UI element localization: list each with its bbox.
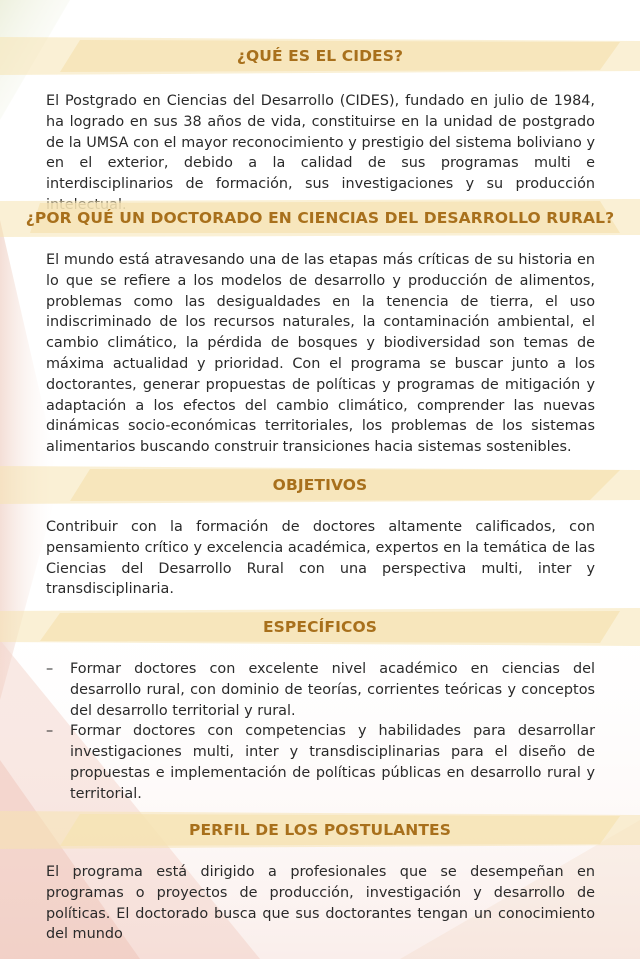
- section-title: ¿QUÉ ES EL CIDES?: [236, 47, 404, 65]
- section-banner-por-que-doctorado: [0, 199, 640, 237]
- section-title: ¿POR QUÉ UN DOCTORADO EN CIENCIAS DEL DESARROLLO RURAL?: [25, 209, 615, 227]
- especificos-list: [46, 659, 595, 805]
- section-banner-perfil-postulantes: [0, 811, 640, 849]
- section-banner-especificos: [0, 608, 640, 646]
- section-paragraph: El programa está dirigido a profesionales que se desempeñan en programas o proyectos de producción, investigación y desarrollo de políticas. El doctorado busca que sus doctorantes tengan un conocimiento del mundo: [46, 864, 595, 943]
- list-item: [46, 659, 595, 721]
- section-paragraph: El mundo está atravesando una de las etapas más críticas de su historia en lo que se refiere a los modelos de desarrollo y producción de alimentos, problemas como las desigualdades en la tenencia de tierra, el uso indiscriminado de los recursos naturales, la contaminación ambiental, el cambio climático, la pérdida de bosques y biodiversidad son temas de máxima actualidad y prioridad. Con el programa se buscar junto a los doctorantes, generar propuestas de políticas y programas de mitigación y adaptación a los efectos del cambio climático, comprender las nuevas dinámicas socio-económicas territoriales, los problemas de los sistemas alimentarios buscando construir transiciones hacia sistemas sostenibles.: [46, 252, 595, 456]
- section-paragraph: El Postgrado en Ciencias del Desarrollo (CIDES), fundado en julio de 1984, ha logrado en sus 38 años de vida, constituirse en la unidad de postgrado de la UMSA con el mayor reconocimiento y prestigio del sistema boliviano y en el exterior, debido a la calidad de sus programas multi e interdisciplinarios de formación, sus investigaciones y su producción: [46, 93, 595, 193]
- section-title: PERFIL DE LOS POSTULANTES: [189, 821, 451, 839]
- list-item-text: Formar doctores con competencias y habilidades para desarrollar investigaciones multi, inter y transdisciplinarias para el diseño de propuestas e implementación de políticas públicas en desarrollo rural y territorial.: [70, 723, 595, 802]
- list-item-text: Formar doctores con excelente nivel académico en ciencias del desarrollo rural, con dominio de teorías, corrientes teóricas y conceptos del desarrollo territorial y rural.: [70, 661, 595, 719]
- section-banner-objetivos: [0, 466, 640, 504]
- dash-bullet: –: [46, 661, 54, 677]
- section-title: OBJETIVOS: [272, 476, 368, 494]
- list-item: [46, 721, 595, 804]
- section-paragraph: Contribuir con la formación de doctores altamente calificados, con pensamiento crítico y excelencia académica, expertos en la temática de las Ciencias del Desarrollo Rural con una perspectiva multi, inter y transdisciplinaria.: [46, 519, 595, 598]
- section-banner-que-es-cides: [0, 37, 640, 75]
- dash-bullet: –: [46, 723, 54, 740]
- section-title: ESPECÍFICOS: [262, 618, 377, 636]
